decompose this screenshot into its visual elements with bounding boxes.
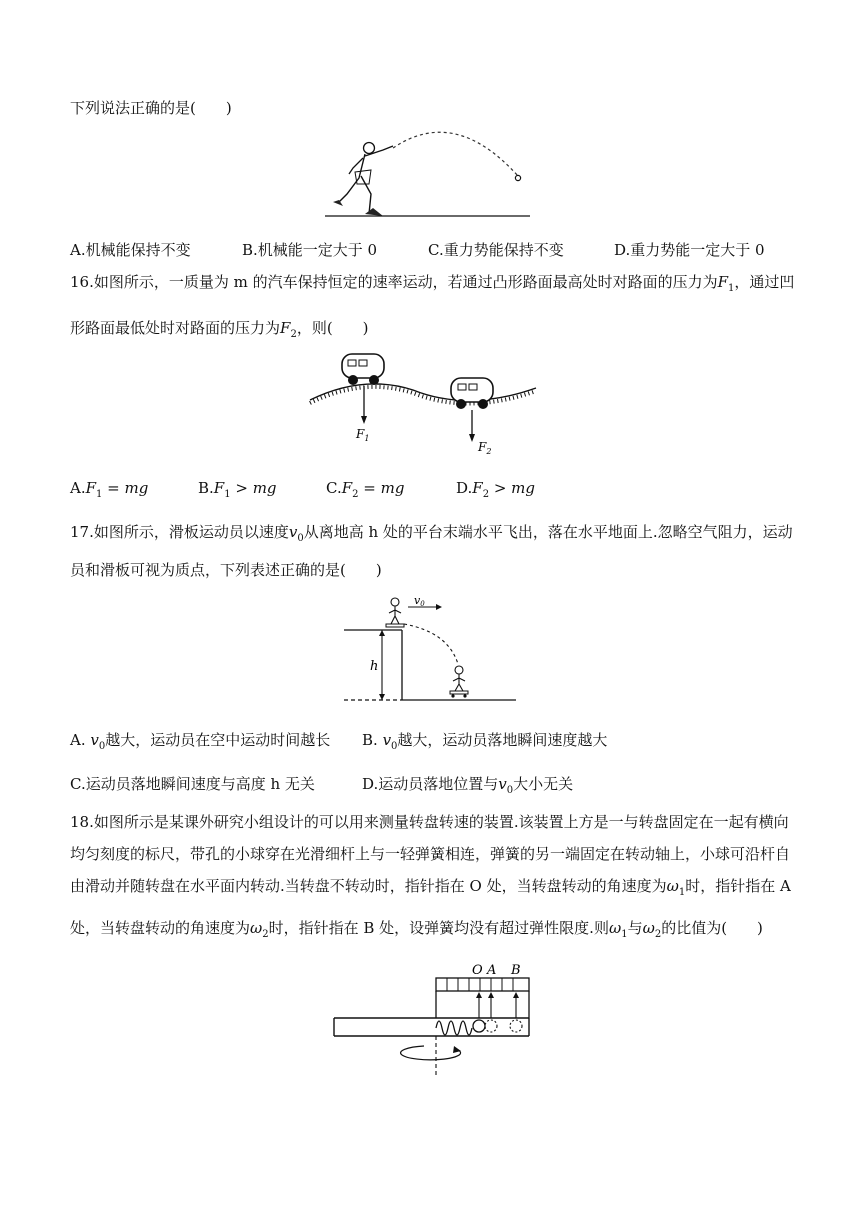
q16-options <box>70 478 790 498</box>
q18-stem-line2: 均匀刻度的标尺，带孔的小球穿在光滑细杆上与一轻弹簧相连，弹簧的另一端固定在转动轴上，小球可沿杆自 <box>70 845 791 863</box>
q18-stem-line3: 由滑动并随转盘在水平面内转动.当转盘不转动时，指针指在 O 处，当转盘转动的角速度为$\omega_1$时，指针指在 A <box>70 877 791 898</box>
q15-option-b: B.机械能一定大于 0 <box>242 241 378 259</box>
q17-options-row2 <box>70 774 790 794</box>
q15-figure-thrower <box>325 128 535 228</box>
q17-stem-line1: 17.如图所示，滑板运动员以速度$v_0$从离地高 h 处的平台末端水平飞出，落在水平地面上.忽略空气阻力，运动 <box>70 523 793 544</box>
f2-label: $F_2$ <box>478 440 492 456</box>
q15-option-d: D.重力势能一定大于 0 <box>614 241 765 259</box>
f1-symbol: $F_1$ <box>717 273 735 294</box>
q15-option-c: C.重力势能保持不变 <box>428 241 564 259</box>
q17-figure-skater <box>340 590 520 708</box>
q18-stem-line4: 处，当转盘转动的角速度为$\omega_2$时，指针指在 B 处，设弹簧均没有超过弹性限度.则$\omega_1$与$\omega_2$的比值为( ) <box>70 919 763 940</box>
label-a: A <box>487 963 497 978</box>
q15-stem: 下列说法正确的是( ) <box>70 99 232 117</box>
q18-stem-line1: 18.如图所示是某课外研究小组设计的可以用来测量转盘转速的装置.该装置上方是一与转盘固定在一起有横向 <box>70 813 789 831</box>
q18-figure-turntable <box>330 958 535 1080</box>
q15-options <box>70 240 790 260</box>
v0-fig-label: v0 <box>414 594 425 608</box>
q15-option-a: A.机械能保持不变 <box>70 241 191 259</box>
q16-stem-line1: 16.如图所示，一质量为 m 的汽车保持恒定的速率运动，若通过凸形路面最高处时对路面的压力为$F_1$，通过凹 <box>70 273 795 294</box>
q17-options-row1 <box>70 730 790 750</box>
h-label: h <box>370 659 379 674</box>
label-b: B <box>511 963 521 978</box>
q17-stem-line2: 员和滑板可视为质点，下列表述正确的是( ) <box>70 561 382 579</box>
q16-figure-road <box>308 348 538 458</box>
q16-stem-line2: 形路面最低处时对路面的压力为$F_2$，则( ) <box>70 319 369 340</box>
q17-option-d: D.运动员落地位置与$v_0$大小无关 <box>362 775 574 796</box>
q16-option-b: $B.F_1$ > mg <box>198 479 277 500</box>
f2-symbol: $F_2$ <box>280 319 297 340</box>
label-o: O <box>472 963 483 978</box>
f1-label: $F_1$ <box>356 427 370 443</box>
q16-option-d: $D.F_2$ > mg <box>456 479 535 500</box>
q17-option-a: A. $v_0$越大，运动员在空中运动时间越长 <box>70 731 331 752</box>
q16-option-a: $A.F_1$ = mg <box>70 479 149 500</box>
q17-option-b: B. $v_0$越大，运动员落地瞬间速度越大 <box>362 731 608 752</box>
q16-option-c: $C.F_2$ = mg <box>326 479 405 500</box>
q17-option-c: C.运动员落地瞬间速度与高度 h 无关 <box>70 775 315 793</box>
v0-symbol: $v_0$ <box>288 523 304 544</box>
